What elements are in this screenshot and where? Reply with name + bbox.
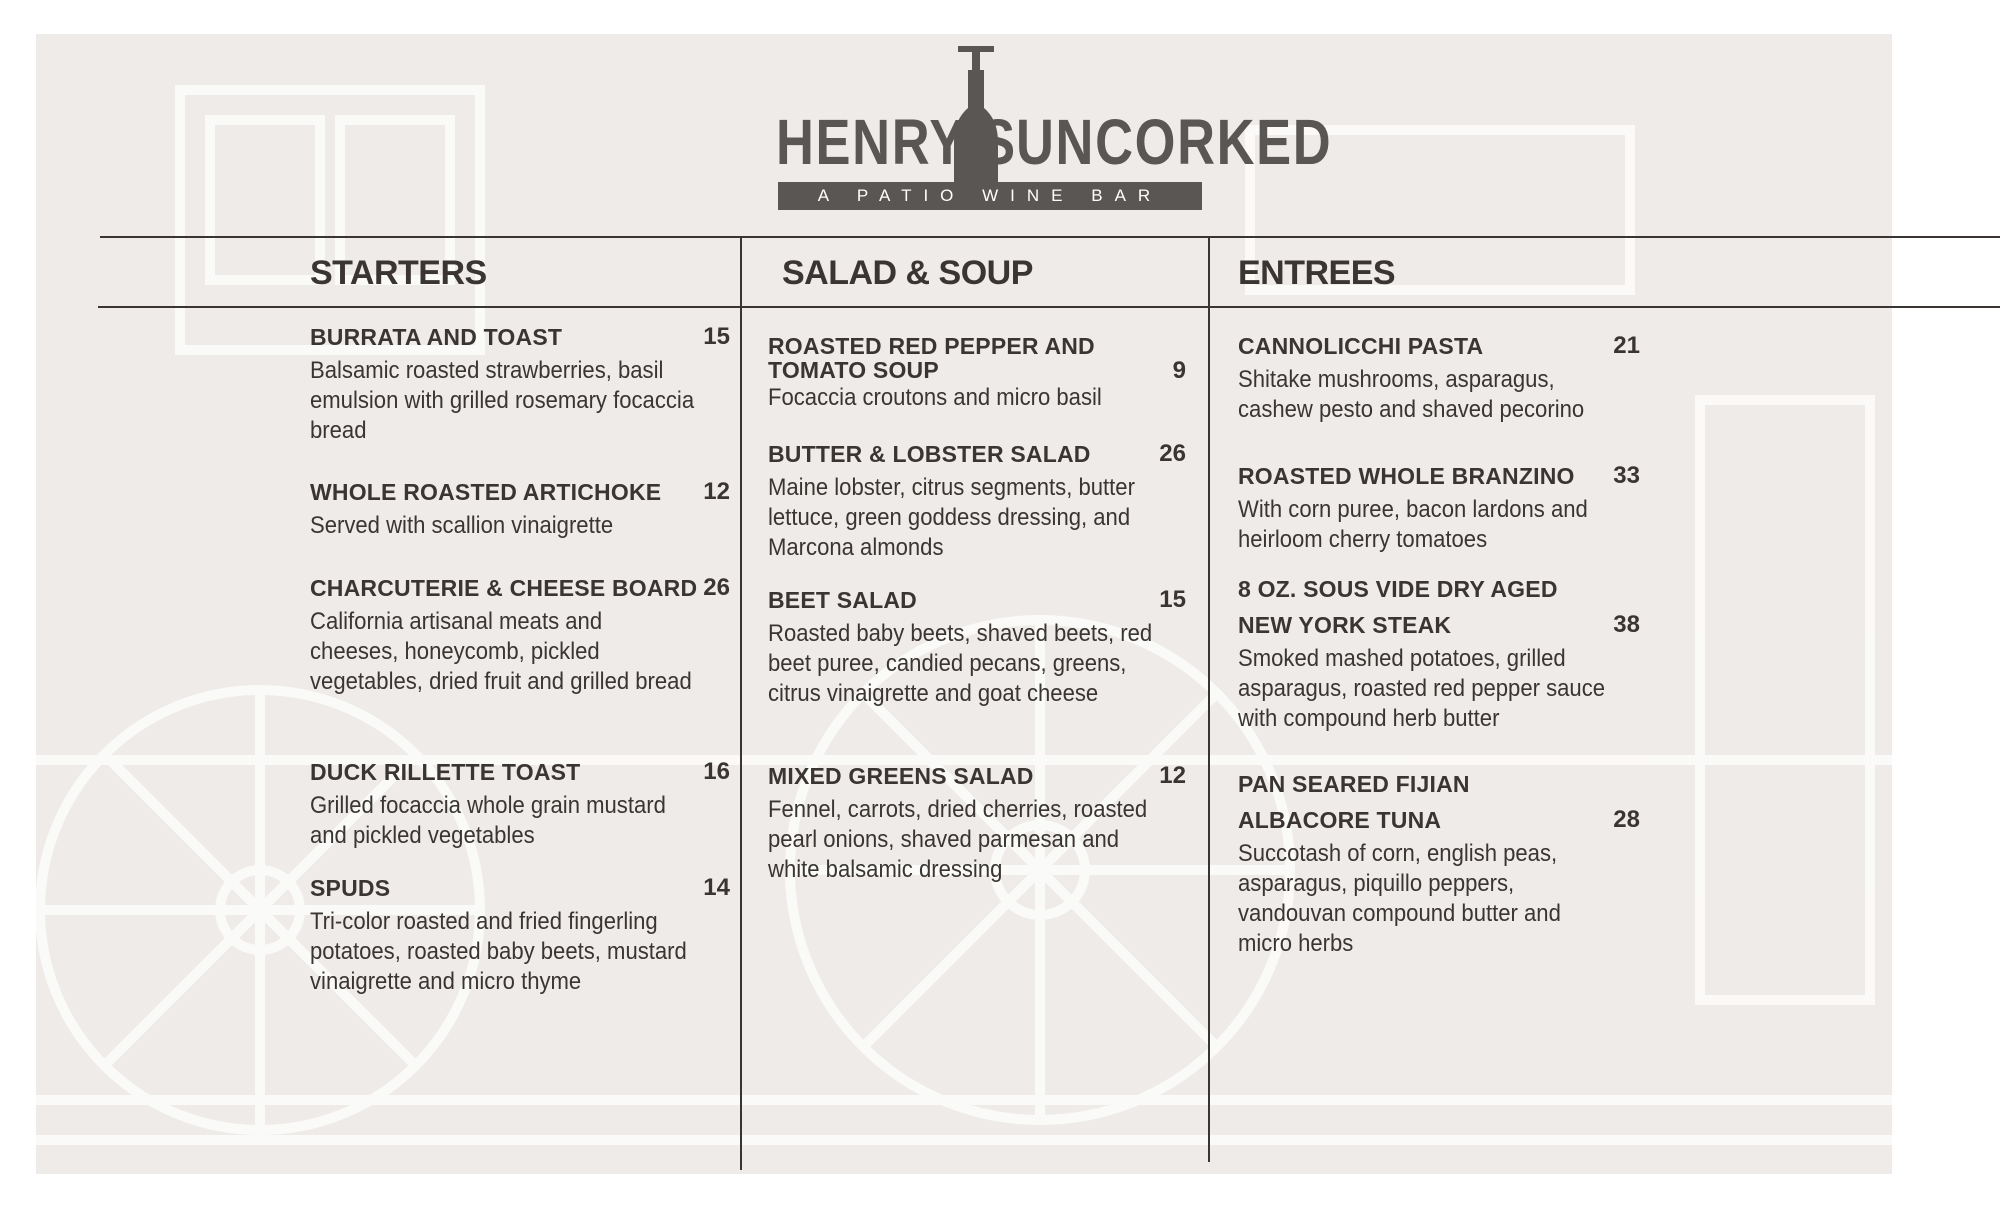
item-name: NEW YORK STEAK — [1238, 612, 1452, 638]
item-name: CHARCUTERIE & CHEESE BOARD — [310, 575, 698, 601]
logo-tagline: A PATIO WINE BAR — [778, 182, 1202, 210]
item-description: Tri-color roasted and fried fingerling potatoes, roasted baby beets, mustard vinaigrette and micro thyme — [310, 908, 687, 995]
logo-name-right: UNCORKED — [1016, 106, 1333, 178]
item-name: ROASTED WHOLE BRANZINO — [1238, 463, 1575, 489]
header-bottom-rule — [98, 306, 2000, 308]
section-title-entrees: ENTREES — [1238, 254, 1396, 292]
menu-item-duck-rillette — [310, 759, 730, 851]
menu-item-lobster-salad — [768, 441, 1186, 563]
item-price: 28 — [1613, 806, 1640, 833]
item-description: California artisanal meats and cheeses, honeycomb, pickled vegetables, dried fruit and grilled bread — [310, 608, 692, 695]
item-description: With corn puree, bacon lardons and heirloom cherry tomatoes — [1238, 496, 1588, 553]
item-name: BUTTER & LOBSTER SALAD — [768, 441, 1091, 467]
item-description: Fennel, carrots, dried cherries, roasted pearl onions, shaved parmesan and white balsamic dressing — [768, 796, 1148, 883]
header-top-rule — [100, 236, 2000, 238]
menu-item-spuds — [310, 875, 730, 997]
item-description: Succotash of corn, english peas, asparagus, piquillo peppers, vandouvan compound butter and micro herbs — [1238, 840, 1561, 957]
item-price: 9 — [1172, 357, 1186, 384]
item-price: 12 — [703, 478, 730, 505]
section-title-starters: STARTERS — [310, 254, 487, 292]
item-description: Served with scallion vinaigrette — [310, 512, 614, 539]
item-price: 33 — [1613, 462, 1640, 489]
menu-item-cannolicchi — [1238, 333, 1640, 425]
item-name: TOMATO SOUP — [768, 357, 939, 383]
menu-item-tomato-soup — [768, 334, 1186, 413]
item-price: 38 — [1613, 611, 1640, 638]
item-price: 15 — [1159, 586, 1186, 613]
item-price: 21 — [1613, 332, 1640, 359]
item-name: SPUDS — [310, 875, 391, 901]
item-name-line1: 8 OZ. SOUS VIDE DRY AGED — [1238, 576, 1558, 602]
menu-item-albacore-tuna — [1238, 771, 1640, 959]
item-name: WHOLE ROASTED ARTICHOKE — [310, 479, 662, 505]
item-description: Maine lobster, citrus segments, butter lettuce, green goddess dressing, and Marcona almonds — [768, 474, 1135, 561]
item-description: Balsamic roasted strawberries, basil emulsion with grilled rosemary focaccia bread — [310, 357, 695, 444]
menu-item-burrata — [310, 324, 730, 446]
column-divider-1 — [740, 236, 742, 1170]
item-price: 16 — [703, 758, 730, 785]
item-price: 12 — [1159, 762, 1186, 789]
item-name: MIXED GREENS SALAD — [768, 763, 1034, 789]
logo — [776, 46, 1333, 212]
menu-item-ny-steak — [1238, 576, 1640, 734]
logo-name-left: HENRY'S — [776, 106, 1017, 178]
item-price: 15 — [703, 323, 730, 350]
item-price: 14 — [703, 874, 730, 901]
menu-item-artichoke — [310, 479, 730, 541]
menu-item-branzino — [1238, 463, 1640, 555]
item-description: Grilled focaccia whole grain mustard and pickled vegetables — [310, 792, 666, 849]
item-name-line1: PAN SEARED FIJIAN — [1238, 771, 1470, 797]
item-name: ALBACORE TUNA — [1238, 807, 1442, 833]
item-name: BURRATA AND TOAST — [310, 324, 563, 350]
item-name: BEET SALAD — [768, 587, 917, 613]
item-description: Smoked mashed potatoes, grilled asparagus, roasted red pepper sauce with compound herb butter — [1238, 645, 1606, 732]
column-divider-2 — [1208, 236, 1210, 1162]
item-price: 26 — [703, 574, 730, 601]
item-description: Focaccia croutons and micro basil — [768, 384, 1102, 411]
section-title-salad-soup: SALAD & SOUP — [782, 254, 1033, 292]
item-price: 26 — [1159, 440, 1186, 467]
item-name-line1: ROASTED RED PEPPER AND — [768, 333, 1095, 359]
menu-item-charcuterie — [310, 575, 730, 697]
item-name: DUCK RILLETTE TOAST — [310, 759, 581, 785]
item-description: Roasted baby beets, shaved beets, red beet puree, candied pecans, greens, citrus vinaigrette and goat cheese — [768, 620, 1153, 707]
menu-item-beet-salad — [768, 587, 1186, 709]
menu-item-mixed-greens — [768, 763, 1186, 885]
item-name: CANNOLICCHI PASTA — [1238, 333, 1484, 359]
item-description: Shitake mushrooms, asparagus, cashew pesto and shaved pecorino — [1238, 366, 1585, 423]
